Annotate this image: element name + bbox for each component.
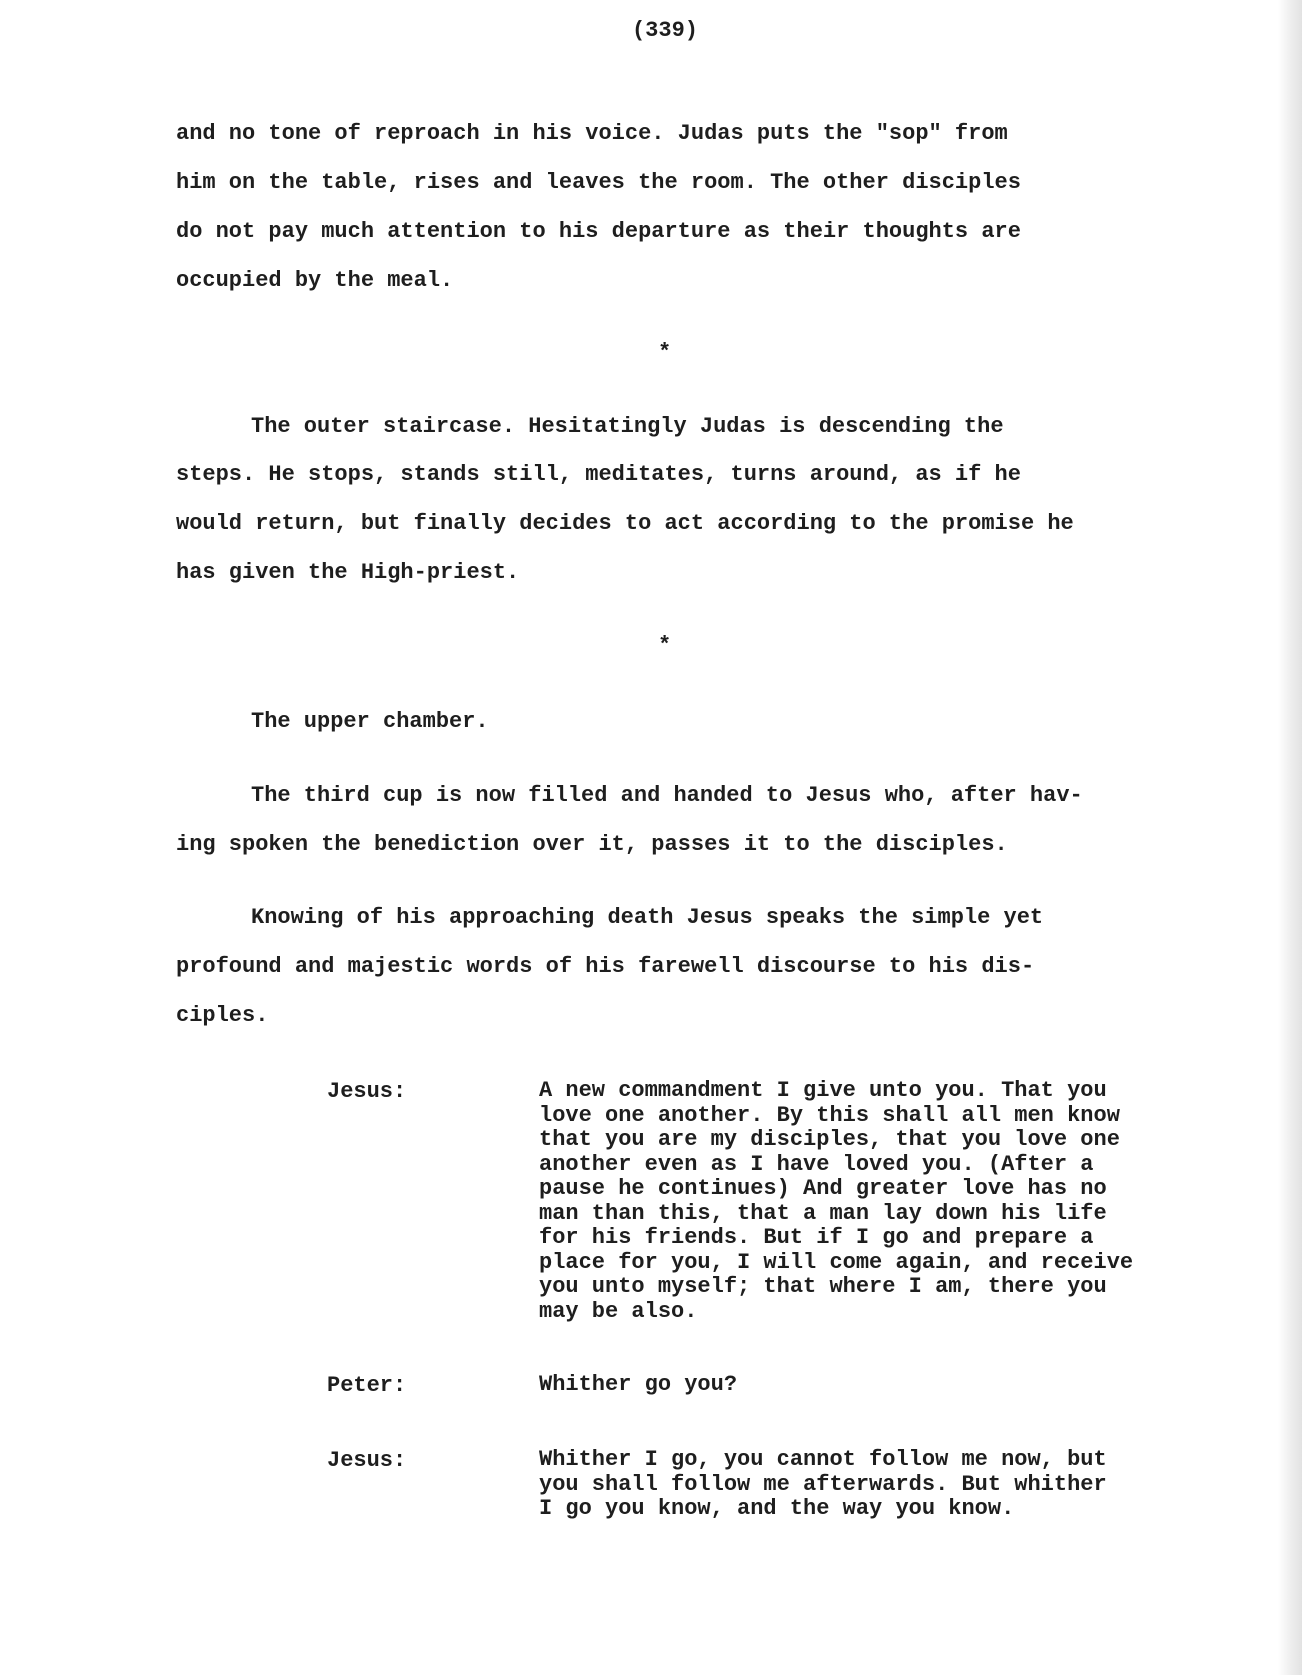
- speaker-name: Peter:: [327, 1373, 407, 1398]
- speech-line: A new commandment I give unto you. That you: [539, 1078, 1107, 1103]
- speech-line: you shall follow me afterwards. But whither: [539, 1471, 1107, 1497]
- speech-line: pause he continues) And greater love has no: [539, 1176, 1107, 1201]
- paragraph-line: steps. He stops, stands still, meditates, turns around, as if he: [176, 462, 1021, 487]
- speech-block: [539, 1079, 1133, 1324]
- speaker-name: Jesus:: [327, 1079, 407, 1104]
- speech-line: I go you know, and the way you know.: [539, 1496, 1015, 1521]
- paragraph-line: The third cup is now filled and handed to Jesus who, after hav-: [251, 783, 1083, 808]
- speech-line: Whither go you?: [539, 1372, 738, 1397]
- speech-line: another even as I have loved you. (After a: [539, 1151, 1094, 1177]
- paragraph-line: occupied by the meal.: [176, 268, 454, 293]
- speech-block: [539, 1373, 737, 1398]
- paragraph-line: him on the table, rises and leaves the room. The other disciples: [176, 170, 1021, 195]
- paragraph-line: Knowing of his approaching death Jesus speaks the simple yet: [251, 905, 1044, 930]
- page-number: (339): [631, 18, 698, 43]
- page-edge-shadow: [1278, 0, 1302, 1675]
- speech-line: man than this, that a man lay down his life: [539, 1200, 1107, 1226]
- speech-line: you unto myself; that where I am, there you: [539, 1274, 1107, 1299]
- speech-line: may be also.: [539, 1298, 698, 1324]
- scene-separator: *: [658, 633, 672, 658]
- paragraph-line: has given the High-priest.: [176, 560, 520, 585]
- speaker-name: Jesus:: [327, 1448, 407, 1473]
- speech-line: for his friends. But if I go and prepare a: [539, 1225, 1094, 1250]
- speech-line: that you are my disciples, that you love one: [539, 1127, 1120, 1152]
- paragraph-line: would return, but finally decides to act according to the promise he: [176, 511, 1074, 536]
- scene-separator: *: [658, 340, 672, 365]
- paragraph-line: profound and majestic words of his farewell discourse to his dis-: [176, 954, 1035, 979]
- paragraph-line: do not pay much attention to his departure as their thoughts are: [176, 219, 1021, 244]
- paragraph-line: ing spoken the benediction over it, passes it to the disciples.: [176, 832, 1008, 857]
- paragraph-line: The outer staircase. Hesitatingly Judas is descending the: [251, 414, 1004, 439]
- speech-line: love one another. By this shall all men know: [539, 1102, 1120, 1128]
- paragraph-line: The upper chamber.: [251, 709, 489, 734]
- paragraph-line: and no tone of reproach in his voice. Judas puts the "sop" from: [176, 121, 1008, 146]
- paragraph-line: ciples.: [176, 1003, 269, 1028]
- speech-block: [539, 1448, 1107, 1522]
- speech-line: Whither I go, you cannot follow me now, but: [539, 1447, 1107, 1472]
- speech-line: place for you, I will come again, and receive: [539, 1249, 1134, 1275]
